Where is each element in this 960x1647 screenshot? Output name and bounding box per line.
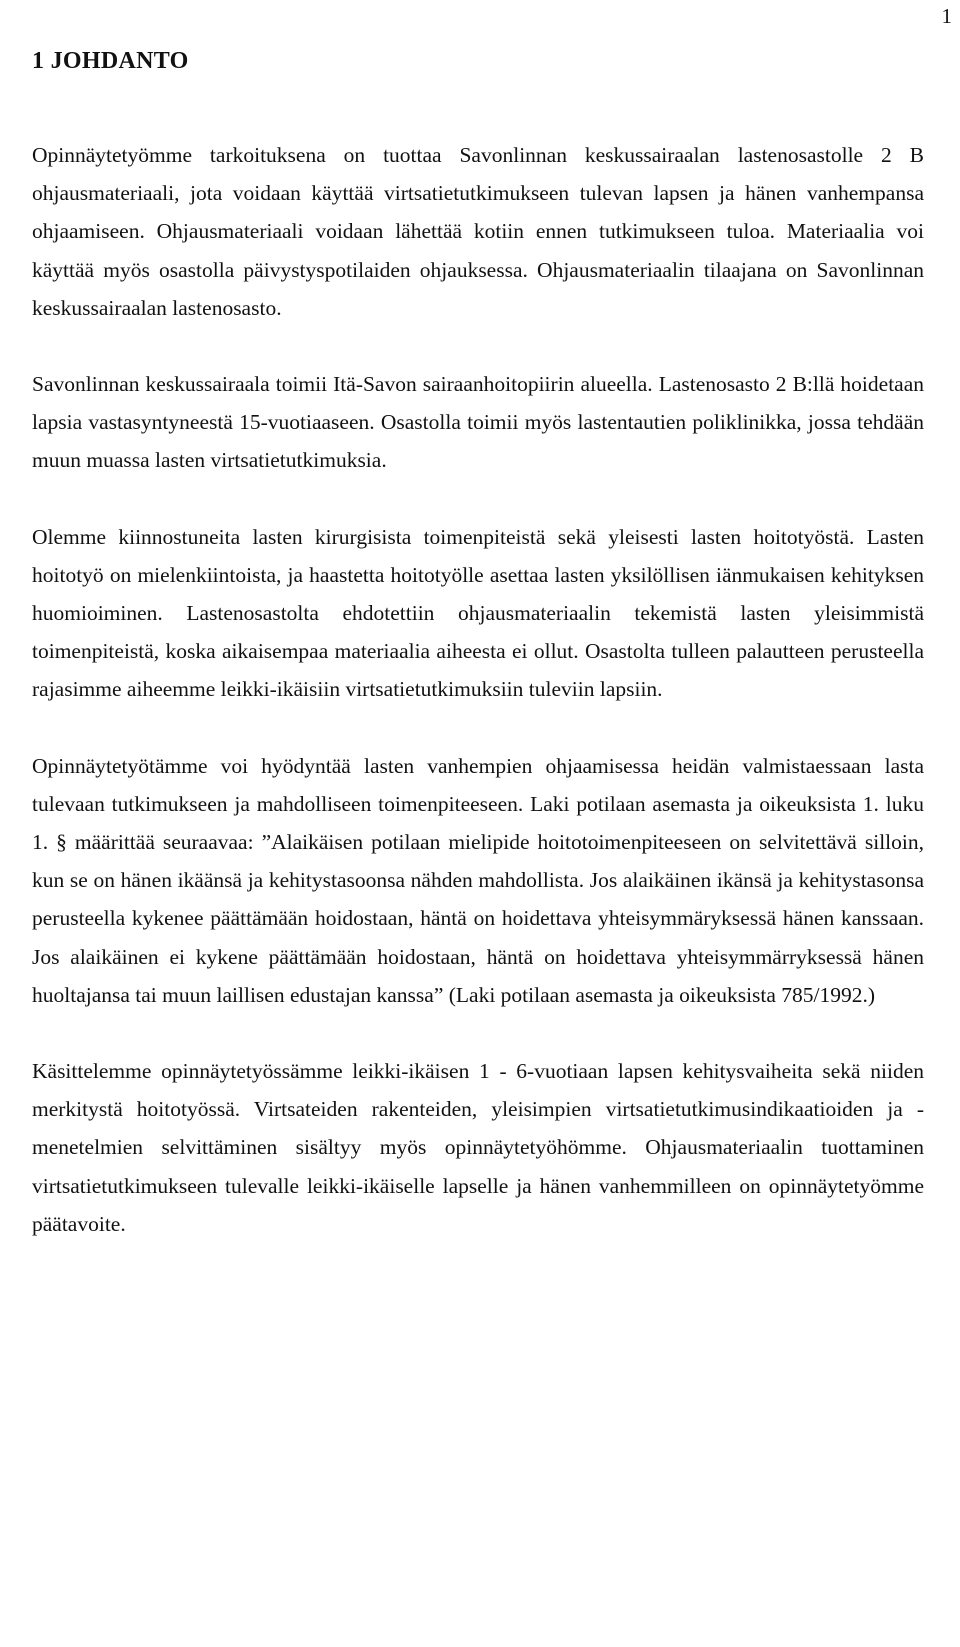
paragraph-contents: Käsittelemme opinnäytetyössämme leikki-ikäisen 1 - 6-vuotiaan lapsen kehitysvaiheita sekä niiden merkitystä hoitotyössä. Virtsateiden rakenteiden, yleisimpien virtsatietutkimusindikaatioiden ja -menetelmien selvittäminen sisältyy myös opinnäytetyöhömme. Ohjausmateriaalin tuottaminen virtsatietutkimukseen tulevalle leikki-ikäiselle lapselle ja hänen vanhemmilleen on opinnäytetyömme päätavoite. <box>32 1059 924 1236</box>
paragraph-law: Opinnäytetyötämme voi hyödyntää lasten vanhempien ohjaamisessa heidän valmistaessaan lasta tulevaan tutkimukseen ja mahdolliseen toimenpiteeseen. Laki potilaan asemasta ja oikeuksista 1. luku 1. § määrittää seuraavaa: ”Alaikäisen potilaan mielipide hoitotoimenpiteeseen on selvitettävä silloin, kun se on hänen ikäänsä ja kehitystasoonsa nähden mahdollista. Jos alaikäinen ikänsä ja kehitystasonsa perusteella kykenee päättämään hoidostaan, häntä on hoidettava yhteisymmäryksessä hänen kanssaan. Jos alaikäinen ei kykene päättämään hoidostaan, häntä on hoidettava yhteisymmärryksessä hänen huoltajansa tai muun laillisen edustajan kanssa” (Laki potilaan asemasta ja oikeuksista 785/1992.) <box>32 753 924 1007</box>
paragraph-interest: Olemme kiinnostuneita lasten kirurgisista toimenpiteistä sekä yleisesti lasten hoitotyöstä. Lasten hoitotyö on mielenkiintoista, ja haastetta hoitotyölle asettaa lasten yksilöllisen iänmukaisen kehityksen huomioiminen. Lastenosastolta ehdotettiin ohjausmateriaalin tekemistä lasten yleisimmistä toimenpiteistä, koska aikaisempaa materiaalia aiheesta ei ollut. Osastolta tulleen palautteen perusteella rajasimme aiheemme leikki-ikäisiin virtsatietutkimuksiin tuleviin lapsiin. <box>32 524 924 702</box>
section-heading: 1 JOHDANTO <box>32 48 189 74</box>
paragraph-hospital: Savonlinnan keskussairaala toimii Itä-Savon sairaanhoitopiirin alueella. Lastenosasto 2 B:llä hoidetaan lapsia vastasyntyneestä 15-vuotiaaseen. Osastolla toimii myös lastentautien poliklinikka, jossa tehdään muun muassa lasten virtsatietutkimuksia. <box>32 372 924 473</box>
document-body <box>32 136 924 1243</box>
page-number: 1 <box>941 4 952 28</box>
paragraph-purpose: Opinnäytetyömme tarkoituksena on tuottaa Savonlinnan keskussairaalan lastenosastolle 2 B ohjausmateriaali, jota voidaan käyttää virtsatietutkimukseen tulevan lapsen ja hänen vanhempansa ohjaamiseen. Ohjausmateriaali voidaan lähettää kotiin ennen tutkimukseen tuloa. Materiaalia voi käyttää myös osastolla päivystyspotilaiden ohjauksessa. Ohjausmateriaalin tilaajana on Savonlinnan keskussairaalan lastenosasto. <box>32 143 924 320</box>
